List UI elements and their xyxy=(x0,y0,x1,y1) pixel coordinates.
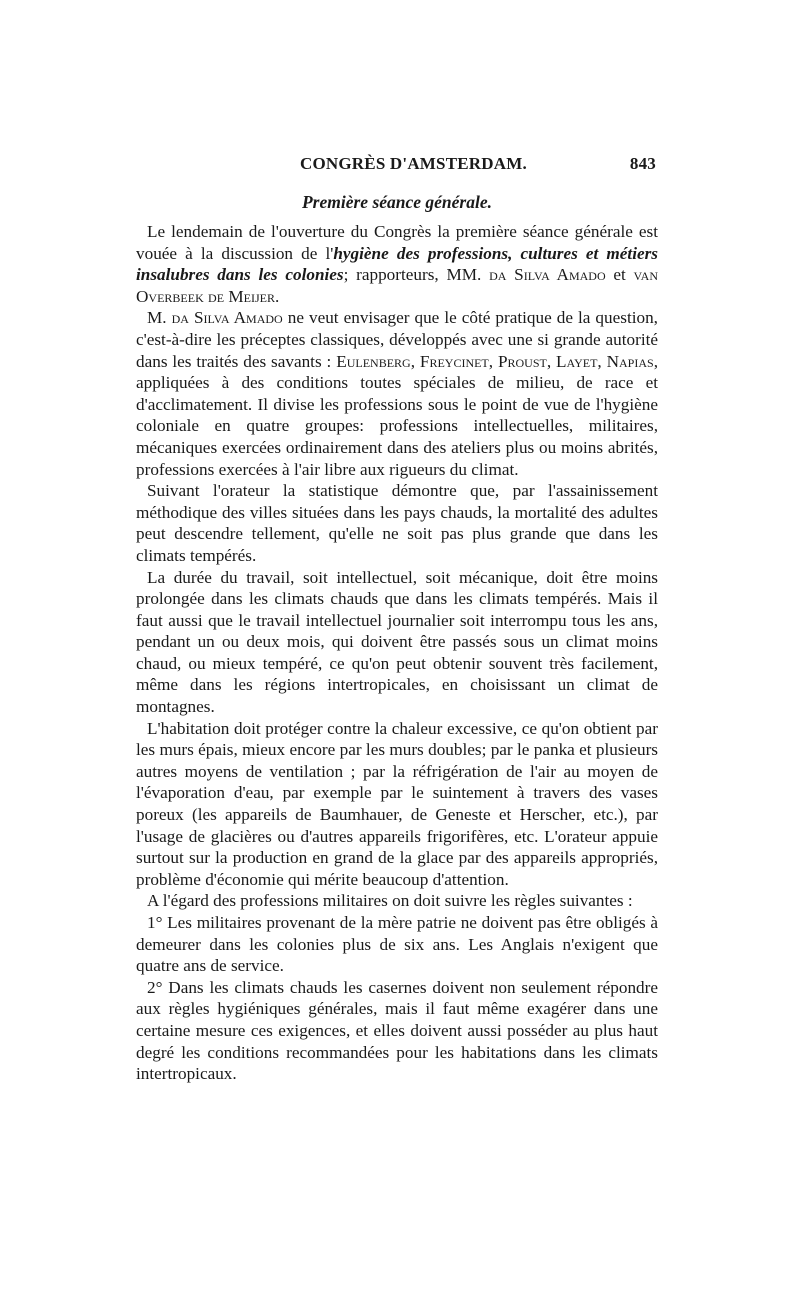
page-number: 843 xyxy=(629,154,656,173)
p2-text-2: ne veut envisager que le côté pratique de la question, c'est-à-dire les préceptes classiques, développés avec une si grande autorité dans les traités des savants : xyxy=(136,308,658,371)
p1-italic-topic: hygiène des professions, cultures et métiers insalubres dans les colonies xyxy=(136,243,658,285)
p2-name-da-silva-amado: da Silva Amado xyxy=(171,308,283,328)
p1-text-2: ; rapporteurs, MM. xyxy=(343,265,490,285)
paragraph-4: La durée du travail, soit intellectuel, soit mécanique, doit être moins prolongée dans les climats chauds que dans les climats tempérés. Mais il faut aussi que le travail intellectuel journalier soit interrompu tous les ans, pendant un ou deux mois, qui doivent être passés sous un climat moins chaud, ou mieux tempéré, ce qu'on peut obtenir souvent très facilement, même dans les régions intertropicales, en choisissant un climat de montagnes. xyxy=(136,567,658,717)
paragraph-5: L'habitation doit protéger contre la chaleur excessive, ce qu'on obtient par les murs épais, mieux encore par les murs doubles; par le panka et plusieurs autres moyens de ventilation ; par la réfrigération de l'air au moyen de l'évaporation d'eau, par exemple par le suintement à travers des vases poreux (les appareils de Baumhauer, de Geneste et Herscher, etc.), par l'usage de glacières ou d'autres appareils frigorifères, etc. L'orateur appuie surtout sur la production en grand de la glace par des appareils appropriés, problème d'économie qui mérite beaucoup d'attention. xyxy=(136,718,658,889)
running-title: CONGRÈS D'AMSTERDAM. xyxy=(300,154,527,173)
p1-name-van-overbeek: van Overbeek de Meijer xyxy=(136,265,658,306)
p1-text-4: . xyxy=(274,286,280,306)
paragraph-8: 2° Dans les climats chauds les casernes doivent non seulement répondre aux règles hygiéniques générales, mais il faut même exagérer dans une certaine mesure ces exigences, et elles doivent aussi posséder au plus haut degré les conditions recommandées pour les habitations dans les climats intertropicaux. xyxy=(136,977,658,1084)
p1-text-1: Le lendemain de l'ouverture du Congrès la première séance générale est vouée à la discussion de l' xyxy=(136,222,658,263)
section-title: Première séance générale. xyxy=(301,192,492,212)
p2-text-3: , appliquées à des conditions toutes spéciales de milieu, de race et d'acclimatement. Il divise les professions sous le point de vue de l'hygiène coloniale en quatre groupes: professions intellectuelles, militaires, mécaniques exercées ordinairement dans des ateliers plus ou moins abrités, professions exercées à l'air libre aux rigueurs du climat. xyxy=(136,351,658,479)
p2-names-savants: Eulenberg, Freycinet, Proust, Layet, Napias xyxy=(336,351,654,371)
book-page xyxy=(136,150,658,1085)
p1-name-da-silva-amado: da Silva Amado xyxy=(489,265,606,285)
p2-text-1: M. xyxy=(147,308,172,328)
p1-text-3: et xyxy=(605,265,634,285)
paragraph-3: Suivant l'orateur la statistique démontre que, par l'assainissement méthodique des villes situées dans les pays chauds, la mortalité des adultes peut descendre tellement, qu'elle ne soit pas plus grande que dans les climats tempérés. xyxy=(136,481,658,565)
body-text xyxy=(136,221,658,1085)
paragraph-6: A l'égard des professions militaires on doit suivre les règles suivantes : xyxy=(147,891,633,911)
paragraph-1 xyxy=(136,221,658,307)
running-head xyxy=(136,150,658,178)
paragraph-2 xyxy=(136,307,658,480)
paragraph-7: 1° Les militaires provenant de la mère patrie ne doivent pas être obligés à demeurer dans les colonies plus de six ans. Les Anglais n'exigent que quatre ans de service. xyxy=(136,913,658,976)
